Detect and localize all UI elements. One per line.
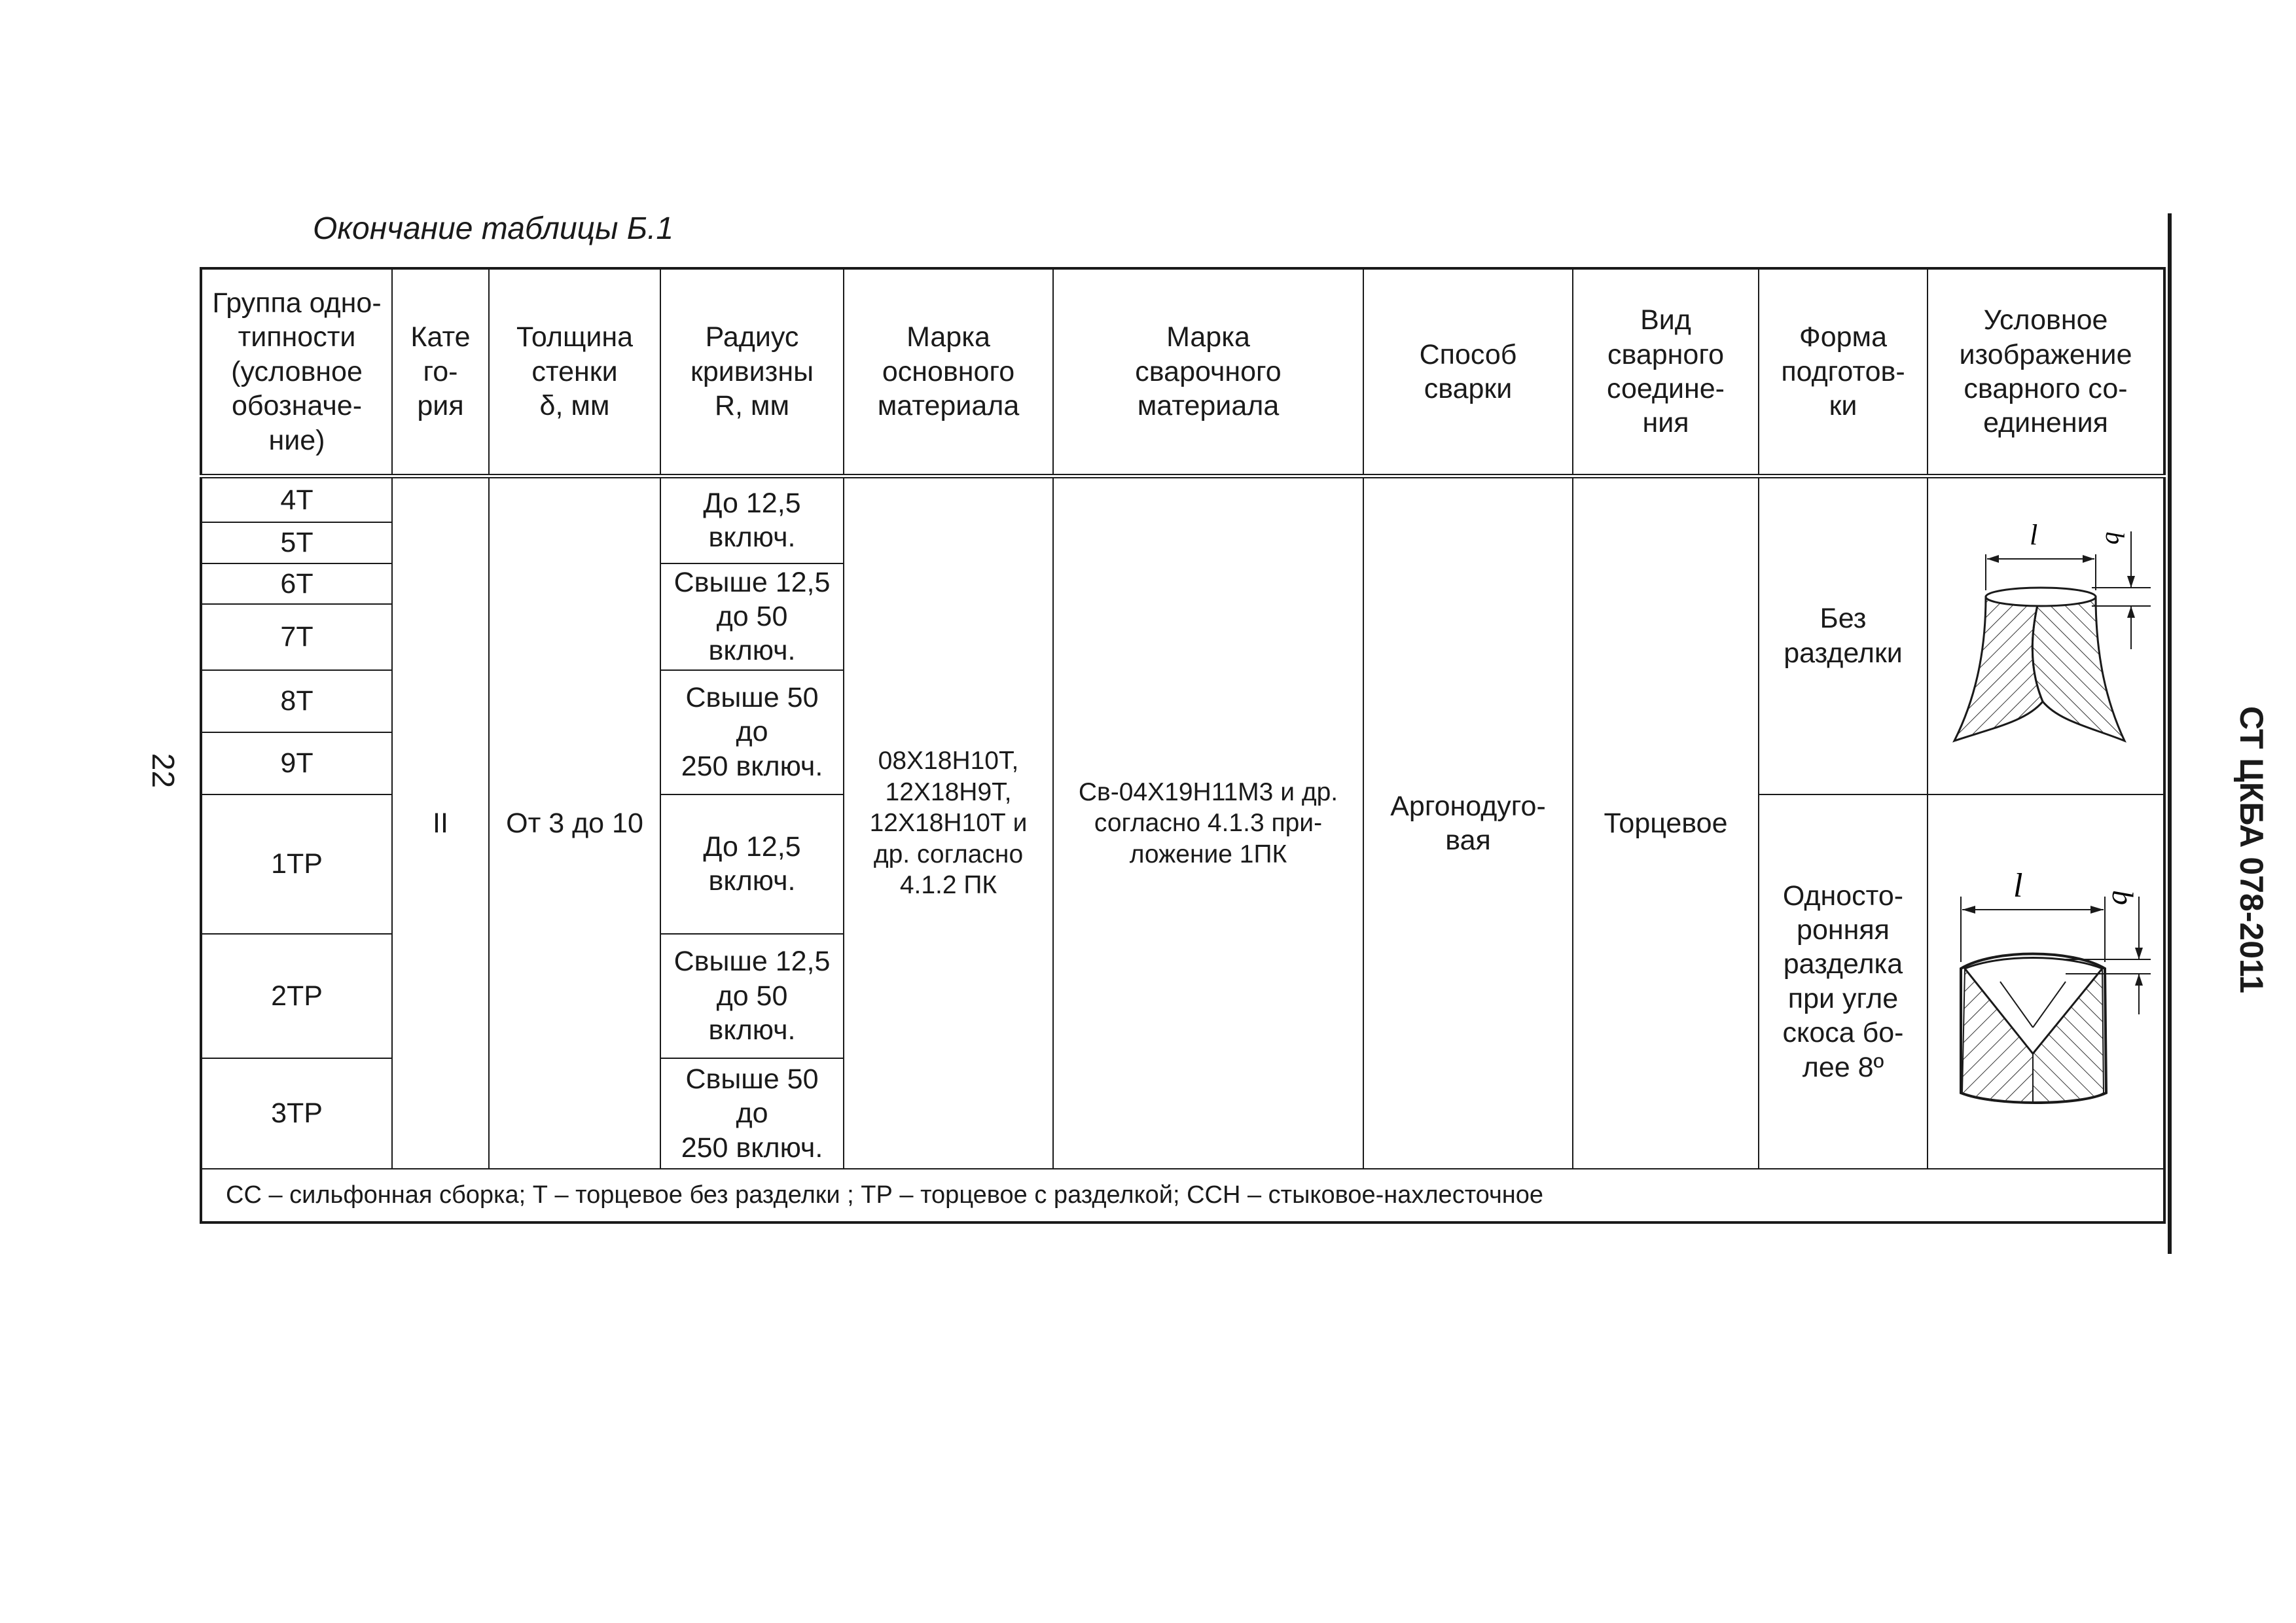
radius-cell: До 12,5 включ. (660, 794, 844, 935)
group-cell: 3ТР (201, 1058, 392, 1169)
preparation-cell-no-bevel: Без разделки (1759, 476, 1928, 794)
table-caption: Окончание таблицы Б.1 (313, 211, 674, 246)
dim-b-label: b (2100, 531, 2130, 544)
header-joint-type: Вид сварного соедине- ния (1573, 268, 1759, 476)
header-radius: Радиус кривизны R, мм (660, 268, 844, 476)
group-cell: 8Т (201, 670, 392, 732)
method-cell: Аргонодуго- вая (1363, 476, 1573, 1169)
base-material-cell: 08Х18Н10Т, 12Х18Н9Т, 12Х18Н10Т и др. согласно 4.1.2 ПК (844, 476, 1053, 1169)
margin-line (2168, 213, 2172, 1254)
thickness-cell: От 3 до 10 (489, 476, 660, 1169)
header-image: Условное изображение сварного со- единения (1928, 268, 2164, 476)
weld-bevel-icon (1935, 838, 2157, 1126)
weld-no-bevel-icon (1935, 505, 2157, 767)
category-cell: II (392, 476, 489, 1169)
radius-cell: Свыше 50 до 250 включ. (660, 1058, 844, 1169)
group-cell: 2ТР (201, 934, 392, 1058)
radius-cell: До 12,5 включ. (660, 476, 844, 563)
header-preparation: Форма подготов- ки (1759, 268, 1928, 476)
table-note: СС – сильфонная сборка; Т – торцевое без разделки ; ТР – торцевое с разделкой; ССН – стыковое-нахлесточное (201, 1169, 2164, 1222)
header-base-material: Марка основного материала (844, 268, 1053, 476)
group-cell: 1ТР (201, 794, 392, 935)
page-number: 22 (145, 753, 181, 789)
header-group: Группа одно- типности (условное обозначе- ние) (201, 268, 392, 476)
group-cell: 9Т (201, 732, 392, 794)
preparation-cell-bevel: Односто- ронняя разделка при угле скоса бо- лее 8º (1759, 794, 1928, 1169)
header-thickness: Толщина стенки δ, мм (489, 268, 660, 476)
weld-drawing-bevel (1928, 794, 2164, 1169)
joint-type-cell: Торцевое (1573, 476, 1759, 1169)
dim-l-label: l (2013, 866, 2022, 904)
group-cell: 6Т (201, 563, 392, 605)
group-cell: 7Т (201, 604, 392, 670)
group-cell: 5Т (201, 522, 392, 563)
radius-cell: Свыше 50 до 250 включ. (660, 670, 844, 794)
header-weld-material: Марка сварочного материала (1053, 268, 1363, 476)
group-cell: 4Т (201, 476, 392, 523)
document-code: СТ ЦКБА 078-2011 (2233, 706, 2270, 993)
welding-table (200, 267, 2166, 1224)
weld-drawing-no-bevel (1928, 476, 2164, 794)
weld-material-cell: Св-04Х19Н11М3 и др. согласно 4.1.3 при- ложение 1ПК (1053, 476, 1363, 1169)
dim-b-label: b (2106, 889, 2140, 905)
radius-cell: Свыше 12,5 до 50 включ. (660, 934, 844, 1058)
dim-l-label: l (2029, 518, 2037, 551)
header-method: Способ сварки (1363, 268, 1573, 476)
radius-cell: Свыше 12,5 до 50 включ. (660, 563, 844, 670)
header-category: Кате го- рия (392, 268, 489, 476)
